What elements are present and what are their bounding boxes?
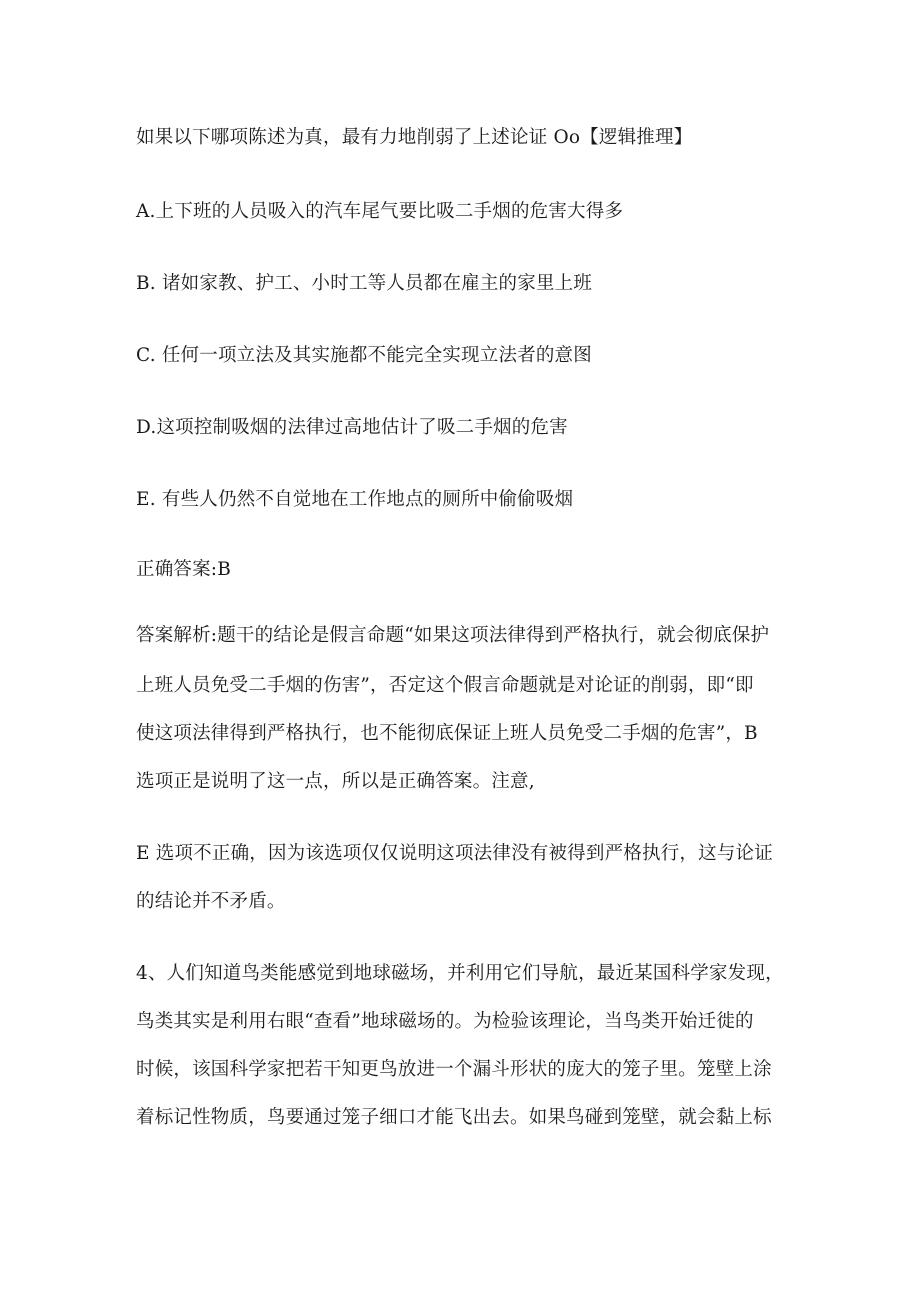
correct-answer: 正确答案:B — [136, 559, 232, 580]
analysis-line: 使这项法律得到严格执行，也不能彻底保证上班人员免受二手烟的危害”，B — [136, 723, 758, 744]
option-d: D.这项控制吸烟的法律过高地估计了吸二手烟的危害 — [136, 417, 568, 438]
question4-line: 着标记性物质，鸟要通过笼子细口才能飞出去。如果鸟碰到笼壁，就会黏上标 — [136, 1107, 772, 1128]
option-a: A.上下班的人员吸入的汽车尾气要比吸二手烟的危害大得多 — [136, 201, 624, 222]
question4-line: 4、人们知道鸟类能感觉到地球磁场，并利用它们导航，最近某国科学家发现， — [136, 963, 784, 984]
analysis-line: 选项正是说明了这一点，所以是正确答案。注意, — [136, 771, 535, 792]
option-e: E. 有些人仍然不自觉地在工作地点的厕所中偷偷吸烟 — [136, 489, 574, 510]
option-b: B. 诸如家教、护工、小时工等人员都在雇主的家里上班 — [136, 273, 593, 294]
analysis-line: 上班人员免受二手烟的伤害”，否定这个假言命题就是对论证的削弱，即“即 — [136, 675, 754, 696]
question4-line: 鸟类其实是利用右眼“查看”地球磁场的。为检验该理论，当鸟类开始迁徙的 — [136, 1011, 754, 1032]
question4-line: 时候，该国科学家把若干知更鸟放进一个漏斗形状的庞大的笼子里。笼壁上涂 — [136, 1059, 772, 1080]
option-c: C. 任何一项立法及其实施都不能完全实现立法者的意图 — [136, 345, 592, 366]
question-prompt: 如果以下哪项陈述为真，最有力地削弱了上述论证 Oo【逻辑推理】 — [136, 127, 693, 148]
analysis-line: 答案解析:题干的结论是假言命题“如果这项法律得到严格执行，就会彻底保护 — [136, 625, 770, 646]
note-line: E 选项不正确，因为该选项仅仅说明这项法律没有被得到严格执行，这与论证 — [136, 843, 773, 864]
note-line: 的结论并不矛盾。 — [136, 891, 286, 912]
